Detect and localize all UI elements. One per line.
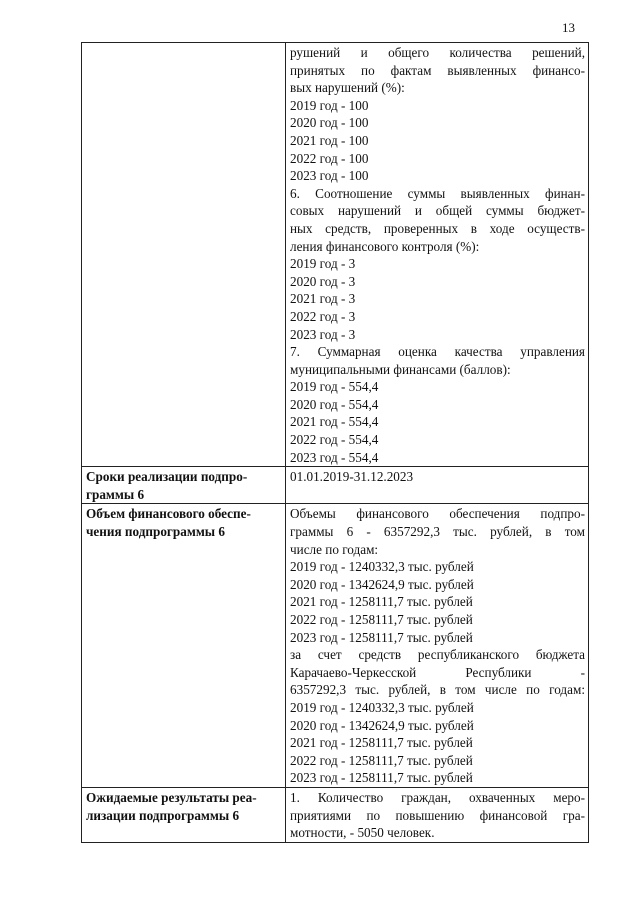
text-line: 2022 год - 1258111,7 тыс. рублей (290, 752, 473, 768)
subprogram-passport-table (81, 42, 589, 843)
text-line: 2020 год - 554,4 (290, 396, 379, 412)
funding-cell (286, 504, 589, 788)
text-line: 2021 год - 1258111,7 тыс. рублей (290, 594, 473, 610)
text-line: совых нарушений и общей суммы бюджет- (290, 203, 585, 219)
text-line: 2022 год - 3 (290, 308, 356, 324)
text-line: 2019 год - 3 (290, 256, 356, 272)
row-label-line: Объем финансового обеспе- (86, 506, 251, 522)
text-line: муниципальными финансами (баллов): (290, 361, 511, 377)
page-number: 13 (562, 20, 575, 35)
text-line: принятых по фактам выявленных финансо- (290, 62, 585, 78)
row-label-cell (82, 504, 286, 788)
row-label-line: граммы 6 (86, 486, 145, 502)
text-line: 6. Соотношение суммы выявленных финан- (290, 185, 585, 201)
text-line: 2021 год - 554,4 (290, 414, 379, 430)
row-label-line: Ожидаемые результаты реа- (86, 789, 257, 805)
text-line: 2022 год - 554,4 (290, 432, 379, 448)
row-label-line: лизации подпрограммы 6 (86, 807, 240, 823)
indicators-cell (286, 43, 589, 467)
text-line: 2023 год - 1258111,7 тыс. рублей (290, 770, 473, 786)
text-line: 2020 год - 100 (290, 115, 369, 131)
timeline-cell (286, 467, 589, 504)
row-label-cell (82, 43, 286, 467)
text-line: 2020 год - 1342624,9 тыс. рублей (290, 717, 474, 733)
expected-results-cell (286, 787, 589, 842)
text-line: за счет средств республиканского бюджета (290, 647, 585, 663)
text-line: 2022 год - 1258111,7 тыс. рублей (290, 612, 473, 627)
text-line: 2021 год - 3 (290, 291, 356, 307)
text-line: 2021 год - 1258111,7 тыс. рублей (290, 735, 473, 751)
row-label-line: чения подпрограммы 6 (86, 524, 225, 540)
text-line: Карачаево-Черкесской Республики - (290, 664, 585, 680)
row-label-cell (82, 467, 286, 504)
text-line: приятиями по повышению финансовой гра- (290, 807, 585, 823)
text-line: 2023 год - 1258111,7 тыс. рублей (290, 629, 473, 645)
text-line: 2020 год - 1342624,9 тыс. рублей (290, 576, 474, 592)
text-line: 01.01.2019-31.12.2023 (290, 469, 414, 485)
text-line: Объемы финансового обеспечения подпро- (290, 506, 585, 522)
text-line: 2023 год - 554,4 (290, 449, 379, 465)
text-line: числе по годам: (290, 541, 379, 557)
text-line: граммы 6 - 6357292,3 тыс. рублей, в том (290, 524, 585, 540)
text-line: 2019 год - 100 (290, 97, 369, 113)
text-line: 2020 год - 3 (290, 273, 356, 289)
table-row (82, 43, 589, 467)
text-line: 2022 год - 100 (290, 150, 369, 166)
row-label-cell (82, 787, 286, 842)
text-line: 2019 год - 554,4 (290, 379, 379, 395)
text-line: рушений и общего количества решений, (290, 45, 585, 60)
text-line: 2023 год - 3 (290, 326, 356, 342)
text-line: вых нарушений (%): (290, 80, 405, 96)
table-row (82, 467, 589, 504)
text-line: мотности, - 5050 человек. (290, 825, 435, 841)
text-line: 2023 год - 100 (290, 168, 369, 184)
text-line: 6357292,3 тыс. рублей, в том числе по годам: (290, 682, 585, 698)
text-line: 2019 год - 1240332,3 тыс. рублей (290, 559, 474, 575)
table-row (82, 787, 589, 842)
text-line: ных средств, проверенных в ходе осуществ- (290, 220, 585, 236)
row-label-line: Сроки реализации подпро- (86, 469, 248, 485)
table-row (82, 504, 589, 788)
text-line: ления финансового контроля (%): (290, 238, 480, 254)
text-line: 2019 год - 1240332,3 тыс. рублей (290, 699, 474, 715)
text-line: 2021 год - 100 (290, 132, 369, 148)
text-line: 1. Количество граждан, охваченных меро- (290, 789, 585, 805)
text-line: 7. Суммарная оценка качества управления (290, 344, 585, 360)
